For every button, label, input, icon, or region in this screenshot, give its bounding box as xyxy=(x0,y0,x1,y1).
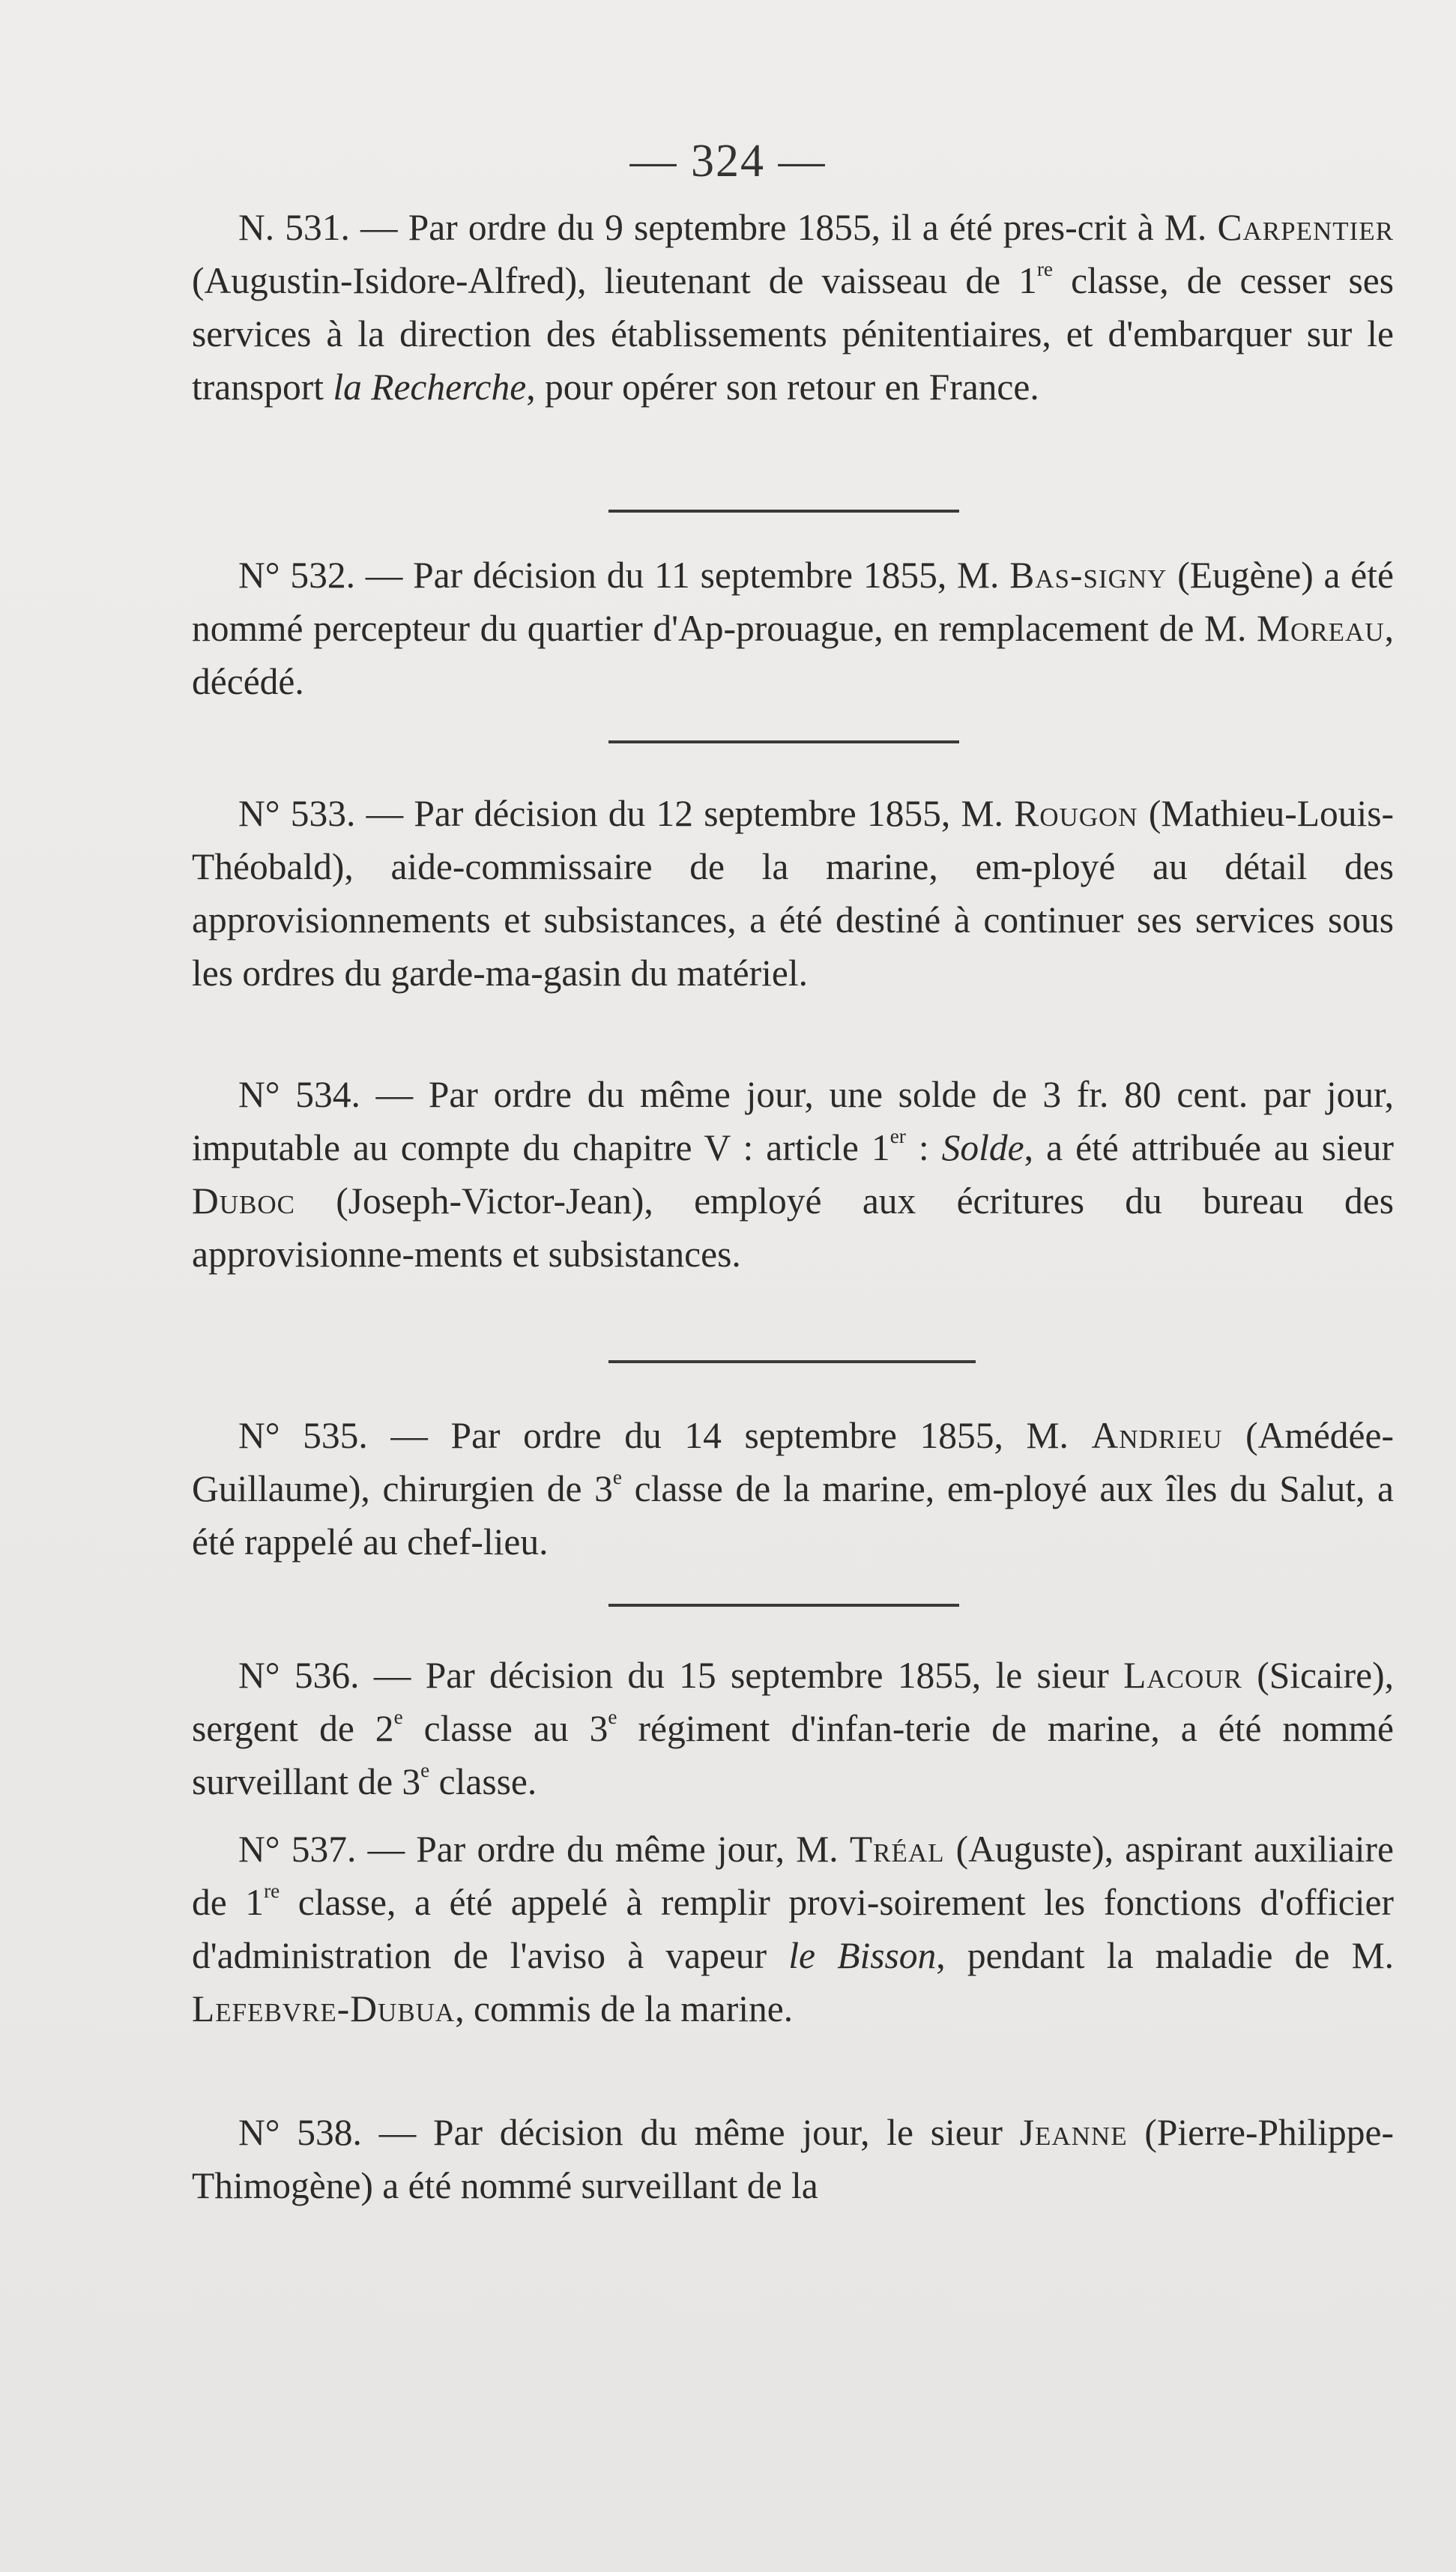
entry-535-block xyxy=(192,1409,1394,1569)
section-rule xyxy=(608,740,959,743)
section-rule xyxy=(608,1360,976,1363)
entry-534: N° 534. — Par ordre du même jour, une solde de 3 fr. 80 cent. par jour, imputable au compte du chapitre V : article 1er : Solde, a été attribuée au sieur Duboc (Joseph-Victor-Jean), employé aux écritures du bureau des approvisionne-ments et subsistances. xyxy=(192,1074,1394,1275)
entry-532: N° 532. — Par décision du 11 septembre 1855, M. Bas-signy (Eugène) a été nommé percepteur du quartier d'Ap-prouague, en remplacement de M. Moreau, décédé. xyxy=(192,555,1394,702)
section-rule xyxy=(608,1604,959,1607)
entry-number: N° 537. xyxy=(238,1829,357,1870)
entry-537: N° 537. — Par ordre du même jour, M. Tréal (Auguste), aspirant auxiliaire de 1re classe, a été appelé à remplir provi-soirement les fonctions d'officier d'administration de l'aviso à vapeur le Bisson, pendant la maladie de M. Lefebvre-Dubua, commis de la marine. xyxy=(192,1829,1395,2029)
entry-number: N° 534. xyxy=(238,1074,360,1115)
entry-538-block xyxy=(192,2106,1394,2212)
budget-line: Solde xyxy=(941,1127,1024,1168)
person-name: Tréal xyxy=(849,1829,945,1870)
entry-536-block xyxy=(192,1649,1394,1808)
person-name: Bas-signy xyxy=(1009,555,1167,596)
entry-534-block xyxy=(192,1068,1394,1281)
entry-536: N° 536. — Par décision du 15 septembre 1855, le sieur Lacour (Sicaire), sergent de 2e classe au 3e régiment d'infan-terie de marine, a été nommé surveillant de 3e classe. xyxy=(192,1655,1394,1802)
entry-number: N° 536. xyxy=(238,1655,360,1696)
entry-537-block xyxy=(192,1823,1394,2035)
person-name: Duboc xyxy=(192,1180,295,1222)
ship-name: la Recherche xyxy=(333,366,527,408)
ship-name: le Bisson xyxy=(788,1935,937,1976)
entry-535: N° 535. — Par ordre du 14 septembre 1855, M. Andrieu (Amédée-Guillaume), chirurgien de 3e classe de la marine, em-ployé aux îles du Salut, a été rappelé au chef-lieu. xyxy=(192,1415,1394,1563)
person-name: Andrieu xyxy=(1091,1415,1223,1456)
section-rule xyxy=(608,510,959,513)
page-number: — 324 — xyxy=(629,136,827,187)
person-name: Lacour xyxy=(1123,1655,1242,1696)
entry-531: N. 531. — Par ordre du 9 septembre 1855, il a été pres-crit à M. Carpentier (Augustin-Isidore-Alfred), lieutenant de vaisseau de 1re classe, de cesser ses services à la direction des établissements pénitentiaires, et d'embarquer sur le transport la Recherche, pour opérer son retour en France. xyxy=(192,207,1394,408)
entry-number: N° 538. xyxy=(238,2112,362,2153)
entry-number: N° 533. xyxy=(238,793,356,834)
entry-533: N° 533. — Par décision du 12 septembre 1855, M. Rougon (Mathieu-Louis-Théobald), aide-commissaire de la marine, em-ployé au détail des approvisionnements et subsistances, a été destiné à continuer ses services sous les ordres du garde-ma-gasin du matériel. xyxy=(192,793,1394,994)
entry-number: N° 532. xyxy=(238,555,355,596)
entry-number: N° 535. xyxy=(238,1415,368,1456)
person-name: Rougon xyxy=(1014,793,1138,834)
person-name: Moreau xyxy=(1257,608,1385,649)
person-name: Jeanne xyxy=(1019,2112,1128,2153)
entry-538: N° 538. — Par décision du même jour, le sieur Jeanne (Pierre-Philippe-Thimogène) a été nommé surveillant de la xyxy=(192,2112,1395,2206)
person-name: Lefebvre-Dubua xyxy=(192,1988,456,2029)
entry-533-block xyxy=(192,787,1394,1000)
entry-532-block xyxy=(192,549,1394,708)
entry-531-block xyxy=(192,201,1394,414)
entry-number: N. 531. xyxy=(238,207,350,248)
person-name: Carpentier xyxy=(1217,207,1394,248)
